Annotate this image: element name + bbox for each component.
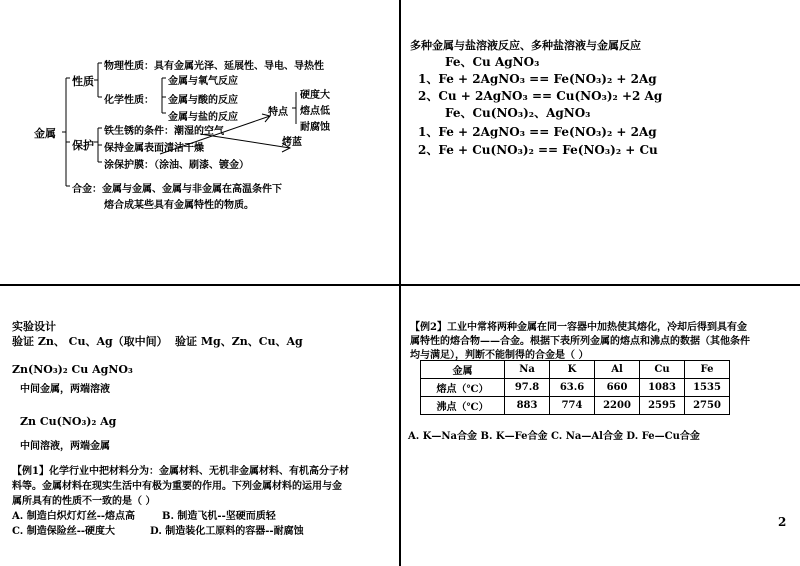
equation-4: 2、Fe + Cu(NO₃)₂ == Fe(NO₃)₂ + Cu [418, 143, 658, 157]
table-cell: 1535 [685, 379, 730, 397]
option-a: A. 制造白炽灯灯丝--熔点高 [12, 511, 136, 522]
example-1-line-1: 【例1】化学行业中把材料分为：金属材料、无机非金属材料、有机高分子材 [12, 466, 349, 477]
table-header-cell: K [550, 361, 595, 379]
metal-properties-table [420, 360, 730, 415]
verify-2: 验证 Mg、Zn、Cu、Ag [175, 335, 303, 348]
table-cell: 2750 [685, 397, 730, 415]
example-2-line-2: 属特性的熔合物——合金。根据下表所列金属的熔点和沸点的数据（其他条件 [410, 336, 750, 347]
table-row [421, 379, 730, 397]
tedian-item: 熔点低 [300, 106, 330, 117]
chem-item: 金属与氧气反应 [168, 76, 238, 87]
baohu-label: 保护 [72, 139, 94, 152]
root-label: 金属 [34, 127, 56, 140]
rust-condition: 铁生锈的条件：潮湿的空气 [104, 126, 224, 137]
table-cell: 660 [595, 379, 640, 397]
table-cell: 774 [550, 397, 595, 415]
xingzhi-label: 性质 [72, 75, 94, 88]
page-number: 2 [778, 515, 787, 529]
equation-3: 1、Fe + 2AgNO₃ == Fe(NO₃)₂ + 2Ag [418, 125, 657, 139]
table-header-row [421, 361, 730, 379]
example-1-line-3: 属所具有的性质不一致的是（ ） [12, 496, 156, 507]
chemical-property: 化学性质： [104, 95, 154, 106]
table-row [421, 397, 730, 415]
tedian-label: 特点 [268, 107, 288, 118]
horizontal-divider [0, 284, 800, 286]
option-b: B. 制造飞机--坚硬而质轻 [162, 511, 276, 522]
table-header-cell: Al [595, 361, 640, 379]
table-cell: 2200 [595, 397, 640, 415]
table-header-cell: Fe [685, 361, 730, 379]
chem-item: 金属与酸的反应 [168, 95, 238, 106]
alloy-line-1: 合金：金属与金属、金属与非金属在高温条件下 [72, 184, 282, 195]
table-header-cell: 金属 [421, 361, 505, 379]
chem-item: 金属与盐的反应 [168, 112, 238, 123]
shaolan-label: 烤蓝 [282, 137, 302, 148]
set-1: Zn(NO₃)₂ Cu AgNO₃ [12, 363, 133, 376]
group-2: Fe、Cu(NO₃)₂、AgNO₃ [445, 106, 591, 120]
equation-1: 1、Fe + 2AgNO₃ == Fe(NO₃)₂ + 2Ag [418, 72, 657, 86]
table-header-cell: Cu [640, 361, 685, 379]
option-c: C. 制造保险丝--硬度大 [12, 526, 116, 537]
reaction-title: 多种金属与盐溶液反应、多种盐溶液与金属反应 [410, 39, 641, 52]
example-1-line-2: 料等。金属材料在现实生活中有极为重要的作用。下列金属材料的运用与金 [12, 481, 342, 492]
example-2-options: A. K—Na合金 B. K—Fe合金 C. Na—Al合金 D. Fe—Cu合金 [408, 431, 700, 442]
set-2: Zn Cu(NO₃)₂ Ag [20, 415, 117, 428]
alloy-line-2: 熔合成某些具有金属特性的物质。 [104, 200, 254, 211]
verify-1: 验证 Zn、 Cu、Ag（取中间） [12, 335, 168, 348]
tedian-item: 耐腐蚀 [300, 122, 330, 133]
protection-2: 涂保护膜：（涂油、刷漆、镀金） [104, 160, 249, 171]
table-cell: 63.6 [550, 379, 595, 397]
tedian-item: 硬度大 [300, 90, 330, 101]
option-d: D. 制造装化工原料的容器--耐腐蚀 [150, 526, 304, 537]
table-cell: 沸点（℃） [421, 397, 505, 415]
example-2-line-1: 【例2】工业中常将两种金属在同一容器中加热使其熔化，冷却后得到具有金 [410, 322, 747, 333]
table-cell: 2595 [640, 397, 685, 415]
table-header-cell: Na [505, 361, 550, 379]
table-cell: 1083 [640, 379, 685, 397]
set-2-desc: 中间溶液，两端金属 [20, 441, 110, 452]
protection-1: 保持金属表面清洁干燥 [104, 143, 204, 154]
set-1-desc: 中间金属，两端溶液 [20, 384, 110, 395]
group-1: Fe、Cu AgNO₃ [445, 55, 540, 69]
physical-property: 物理性质：具有金属光泽、延展性、导电、导热性 [104, 61, 324, 72]
table-cell: 97.8 [505, 379, 550, 397]
table-cell: 883 [505, 397, 550, 415]
table-cell: 熔点（℃） [421, 379, 505, 397]
example-2-line-3: 均与满足），判断不能制得的合金是（ ） [410, 350, 589, 361]
equation-2: 2、Cu + 2AgNO₃ == Cu(NO₃)₂ +2 Ag [418, 89, 663, 103]
experiment-heading: 实验设计 [12, 320, 56, 333]
